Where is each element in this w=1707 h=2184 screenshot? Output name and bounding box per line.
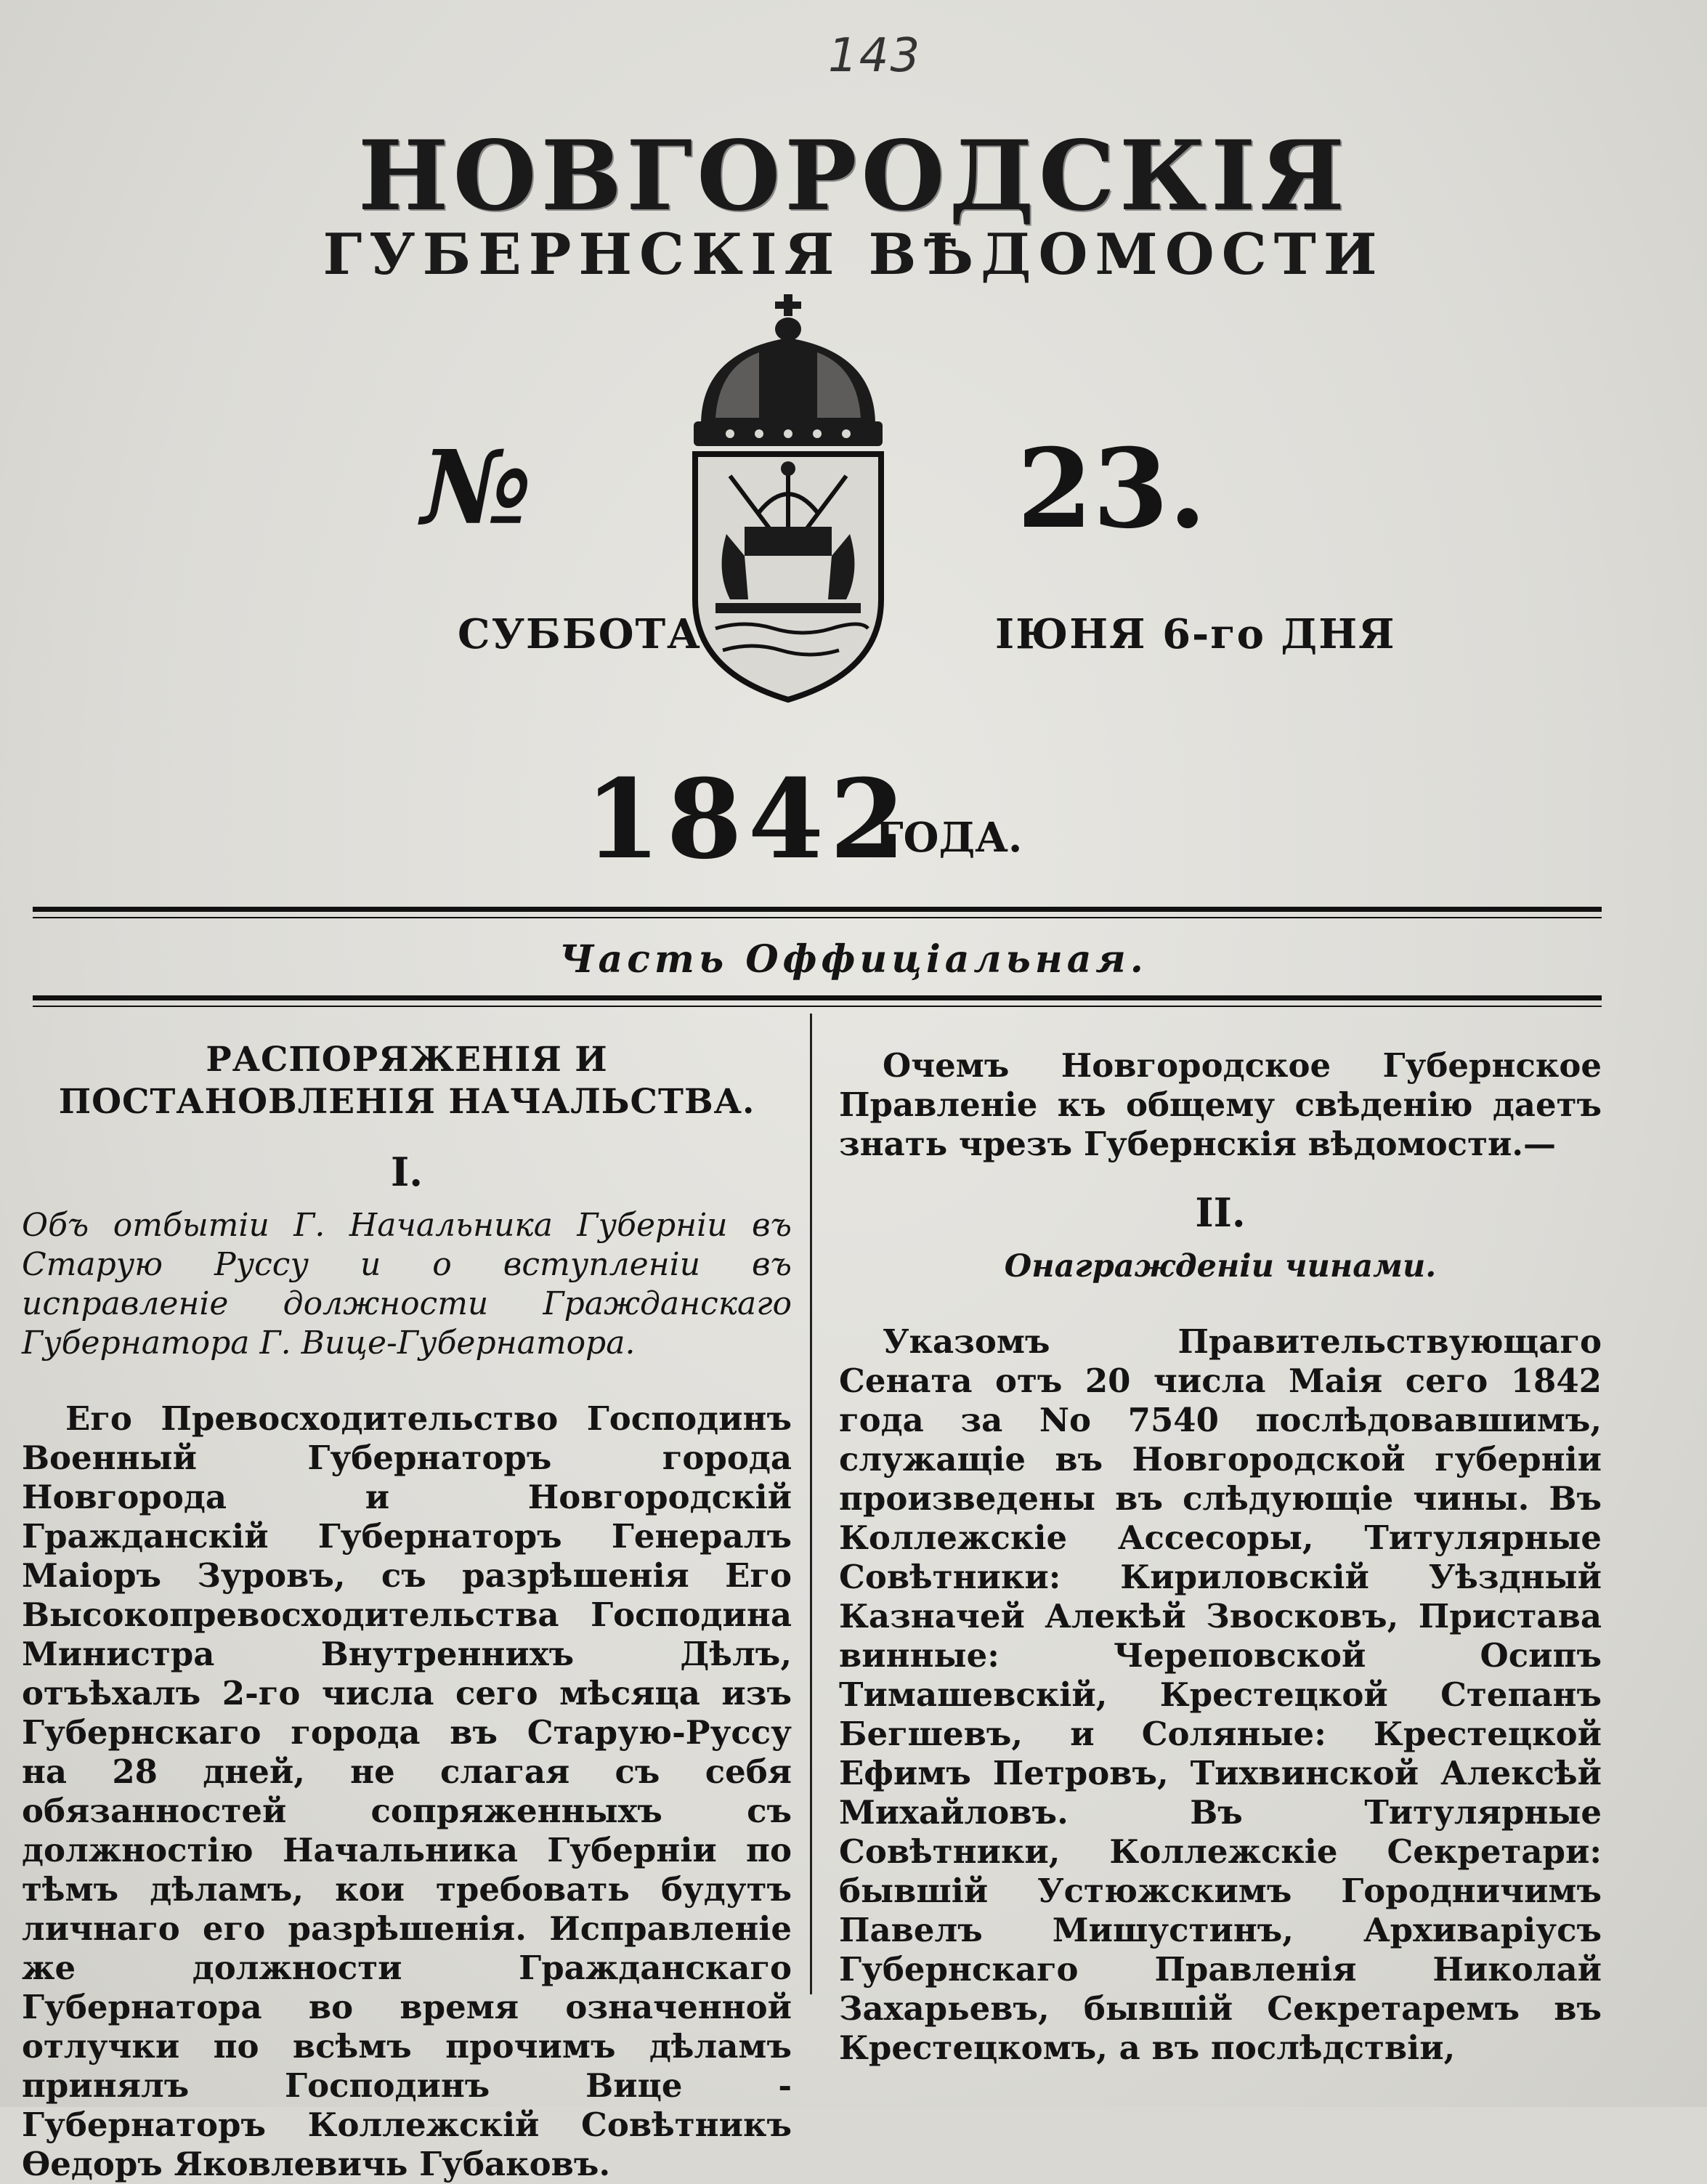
left-column [22, 1039, 792, 2184]
left-heading: РАСПОРЯЖЕНІЯ И ПОСТАНОВЛЕНІЯ НАЧАЛЬСТВА. [58, 1040, 755, 1122]
masthead-subtitle: ГУБЕРНСКІЯ ВѢДОМОСТИ [323, 222, 1384, 288]
top-divider-thin [33, 917, 1602, 918]
right-section-number: II. [1195, 1189, 1246, 1236]
issue-date: ІЮНЯ 6-го ДНЯ [995, 610, 1396, 658]
number-sign: № [421, 429, 532, 548]
issue-number: 23. [1017, 425, 1207, 553]
left-section-number: I. [390, 1149, 423, 1195]
column-divider [810, 1014, 812, 1994]
right-caption: Онагражденіи чинами. [1004, 1248, 1437, 1285]
right-body: Указомъ Правительствующаго Сената отъ 20 числа Маія сего 1842 года за No 7540 послѣдовавшимъ, служащіе въ Новгородской губерніи произведены въ слѣдующіе чины. Въ Коллежскіе Ассесоры, Титулярные Совѣтники: Кириловскій Уѣздный Казначей Алекѣй Звосковъ, Пристава винные: Череповской Осипъ Тимашевскій, Крестецкой Степанъ Бегшевъ, и Соляные: Крестецкой Ефимъ Петровъ, Тихвинской Алексѣй Михайловъ. Въ Титулярные Совѣтники, Коллежскіе Секретари: бывшій Устюжскимъ Городничимъ Павелъ Мишустинъ, Архиваріусъ Губернскаго Правленія Николай Захарьевъ, бывшій Секретаремъ въ Крестецкомъ, а въ послѣдствіи, [839, 1322, 1602, 2067]
right-intro: Очемъ Новгородское Губернское Правленіе къ общему свѣденію даетъ знать чрезъ Губернскія вѣдомости.— [839, 1046, 1602, 1163]
section-title: Часть Оффиціальная. [559, 937, 1148, 982]
issue-weekday: СУББОТА [458, 610, 702, 658]
coat-of-arms-emblem [686, 294, 890, 701]
top-divider [33, 907, 1602, 912]
year-word: ГОДА. [875, 814, 1023, 862]
masthead-title: НОВГОРОДСКІЯ [357, 120, 1350, 232]
right-column [839, 1046, 1602, 2068]
page-number: 143 [828, 29, 922, 83]
left-subtitle: Объ отбытіи Г. Начальника Губерніи въ Старую Руссу и о вступленіи въ исправленіе должности Гражданскаго Губернатора Г. Вице-Губернатора. [22, 1207, 792, 1362]
left-body: Его Превосходительство Господинъ Военный Губернаторъ города Новгорода и Новгородскій Гражданскій Губернаторъ Генералъ Маіоръ Зуровъ, съ разрѣшенія Его Высокопревосходительства Господина Министра Внутреннихъ Дѣлъ, отъѣхалъ 2-го числа сего мѣсяца изъ Губернскаго города въ Старую-Руссу на 28 дней, не слагая съ себя обязанностей сопряженныхъ съ должностію Начальника Губерніи по тѣмъ дѣламъ, кои требовать будутъ личнаго его разрѣшенія. Исправленіе же должности Гражданскаго Губернатора во время означенной отлучки по всѣмъ прочимъ дѣламъ принялъ Господинъ Вице - Губернаторъ Коллежскій Совѣтникъ Ѳедоръ Яковлевичь Губаковъ. [22, 1399, 792, 2183]
bottom-divider [33, 995, 1602, 1000]
issue-year: 1842 [585, 756, 912, 883]
bottom-divider-thin [33, 1006, 1602, 1007]
